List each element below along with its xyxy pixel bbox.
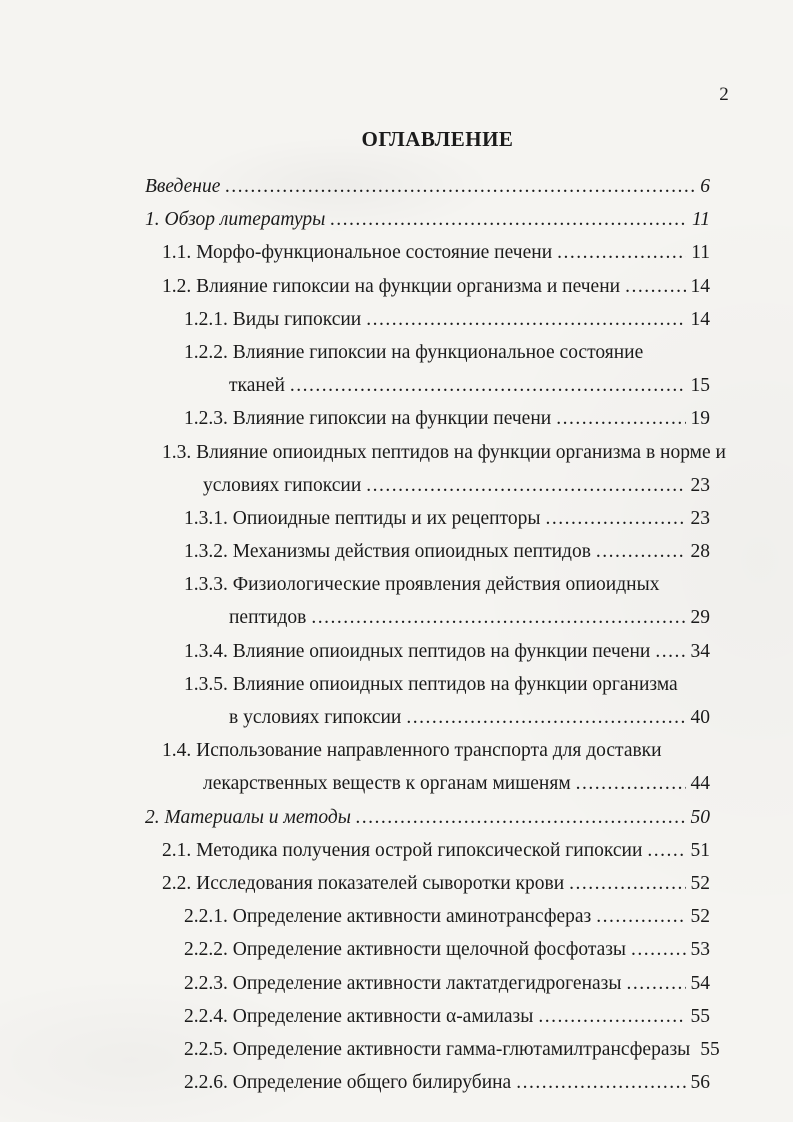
dotted-leader xyxy=(225,170,695,203)
toc-entry-text: 2. Материалы и методы xyxy=(145,806,351,828)
dotted-leader xyxy=(330,203,687,236)
toc-entry xyxy=(203,767,710,800)
toc-entry xyxy=(162,734,710,767)
dotted-leader xyxy=(625,270,685,303)
dotted-leader xyxy=(557,236,686,269)
toc-entry-page: 56 xyxy=(690,1072,710,1094)
toc-title: ОГЛАВЛЕНИЕ xyxy=(361,127,514,151)
toc-entry-text: 2.2. Исследования показателей сыворотки крови xyxy=(162,872,565,894)
toc-entry xyxy=(162,867,710,900)
toc-entry-page: 11 xyxy=(691,242,710,264)
toc-entry-text: 1.3.1. Опиоидные пептиды и их рецепторы xyxy=(184,507,541,529)
toc-entry-page: 55 xyxy=(700,1038,720,1060)
toc-entry xyxy=(184,668,710,701)
toc-entry xyxy=(145,801,710,834)
toc-entry-page: 11 xyxy=(691,209,710,231)
toc-entry xyxy=(184,568,710,601)
toc-entry-text: 1.2.3. Влияние гипоксии на функции печени xyxy=(184,408,552,430)
toc-entry-page: 53 xyxy=(690,939,710,961)
toc-entry-text: 2.2.3. Определение активности лактатдегидрогеназы xyxy=(184,972,622,994)
toc-entry-text: тканей xyxy=(229,375,285,397)
toc-entry xyxy=(229,701,710,734)
toc-entry-text: 1.2.1. Виды гипоксии xyxy=(184,308,362,330)
toc-entry-text: пептидов xyxy=(229,607,307,629)
toc-entry-text: 1.3.2. Механизмы действия опиоидных пептидов xyxy=(184,541,591,563)
dotted-leader xyxy=(406,701,685,734)
toc-entry xyxy=(184,900,710,933)
toc-entry-text: 2.2.6. Определение общего билирубина xyxy=(184,1072,512,1094)
toc-entry-page: 34 xyxy=(690,640,710,662)
toc-entry xyxy=(184,1033,720,1066)
toc-entry xyxy=(184,635,710,668)
dotted-leader xyxy=(516,1066,685,1099)
toc-entry-text: 1.2.2. Влияние гипоксии на функциональное состояние xyxy=(184,341,644,363)
toc-entry xyxy=(145,203,710,236)
toc-entry-text: 1.4. Использование направленного транспорта для доставки xyxy=(162,740,662,762)
toc-entry xyxy=(145,170,710,203)
toc-entry-text: лекарственных веществ к органам мишеням xyxy=(203,773,571,795)
toc-entry-page: 52 xyxy=(690,906,710,928)
toc-entry-text: 1.1. Морфо-функциональное состояние печени xyxy=(162,242,553,264)
dotted-leader xyxy=(655,635,685,668)
dotted-leader xyxy=(647,834,685,867)
dotted-leader xyxy=(311,601,685,634)
toc-entry xyxy=(203,469,710,502)
toc-entry-page: 23 xyxy=(690,507,710,529)
toc-entry-page: 6 xyxy=(700,176,710,197)
toc-entry-page: 29 xyxy=(690,607,710,629)
toc-entry-page: 23 xyxy=(690,474,710,496)
toc-entry xyxy=(162,436,726,469)
toc-entry xyxy=(184,967,710,1000)
toc-entry-text: 1.3.5. Влияние опиоидных пептидов на функции организма xyxy=(184,673,678,695)
toc-entry-page: 51 xyxy=(690,839,710,861)
toc-entry xyxy=(162,236,710,269)
dotted-leader xyxy=(576,767,686,800)
toc-entry xyxy=(229,369,710,402)
toc-entry xyxy=(184,336,710,369)
toc-entry-page: 50 xyxy=(690,806,710,828)
toc-entry xyxy=(162,834,710,867)
dotted-leader xyxy=(366,469,685,502)
toc-entry-text: 2.2.5. Определение активности гамма-глютамилтрансферазы xyxy=(184,1038,691,1060)
toc-entry-text: 2.1. Методика получения острой гипоксической гипоксии xyxy=(162,839,643,861)
toc-entry-text: Введение xyxy=(145,176,221,197)
toc-entry-page: 54 xyxy=(690,972,710,994)
toc-entry-page: 55 xyxy=(690,1005,710,1027)
toc-entry xyxy=(184,933,710,966)
toc-entry-page: 44 xyxy=(690,773,710,795)
toc-entry xyxy=(184,502,710,535)
toc-entry-text: 1.3.4. Влияние опиоидных пептидов на функции печени xyxy=(184,640,651,662)
toc-entry xyxy=(184,303,710,336)
dotted-leader xyxy=(356,801,686,834)
dotted-leader xyxy=(631,933,685,966)
toc-entry-page: 52 xyxy=(690,872,710,894)
dotted-leader xyxy=(596,535,686,568)
toc-entry-text: 1.2. Влияние гипоксии на функции организма и печени xyxy=(162,275,621,297)
toc-entry-page: 14 xyxy=(690,275,710,297)
toc-entry xyxy=(184,535,710,568)
dotted-leader xyxy=(626,967,685,1000)
toc-entry-text: 1.3. Влияние опиоидных пептидов на функции организма в норме и xyxy=(162,441,726,463)
dotted-leader xyxy=(538,1000,685,1033)
dotted-leader xyxy=(290,369,686,402)
toc-entry-text: 2.2.4. Определение активности α-амилазы xyxy=(184,1005,534,1027)
page-number: 2 xyxy=(719,84,729,105)
toc-entry-text: 2.2.1. Определение активности аминотрансфераз xyxy=(184,906,592,928)
dotted-leader xyxy=(569,867,685,900)
toc-entry-text: условиях гипоксии xyxy=(203,474,362,496)
toc-entry xyxy=(229,601,710,634)
toc-entry-page: 28 xyxy=(690,541,710,563)
toc-entry xyxy=(184,1000,710,1033)
toc-entry-text: 1.3.3. Физиологические проявления действия опиоидных xyxy=(184,574,660,596)
toc-entry-text: 1. Обзор литературы xyxy=(145,209,326,231)
toc-entry-text: 2.2.2. Определение активности щелочной фосфотазы xyxy=(184,939,627,961)
toc-entry-page: 19 xyxy=(690,408,710,430)
table-of-contents xyxy=(0,170,726,1099)
dotted-leader xyxy=(596,900,685,933)
toc-entry xyxy=(184,402,710,435)
dotted-leader xyxy=(366,303,685,336)
toc-entry-text: в условиях гипоксии xyxy=(229,707,402,728)
dotted-leader xyxy=(545,502,685,535)
toc-entry-page: 40 xyxy=(690,707,710,728)
toc-entry-page: 15 xyxy=(690,375,710,397)
toc-entry xyxy=(162,270,710,303)
dotted-leader xyxy=(556,402,685,435)
toc-entry xyxy=(184,1066,710,1099)
toc-entry-page: 14 xyxy=(690,308,710,330)
